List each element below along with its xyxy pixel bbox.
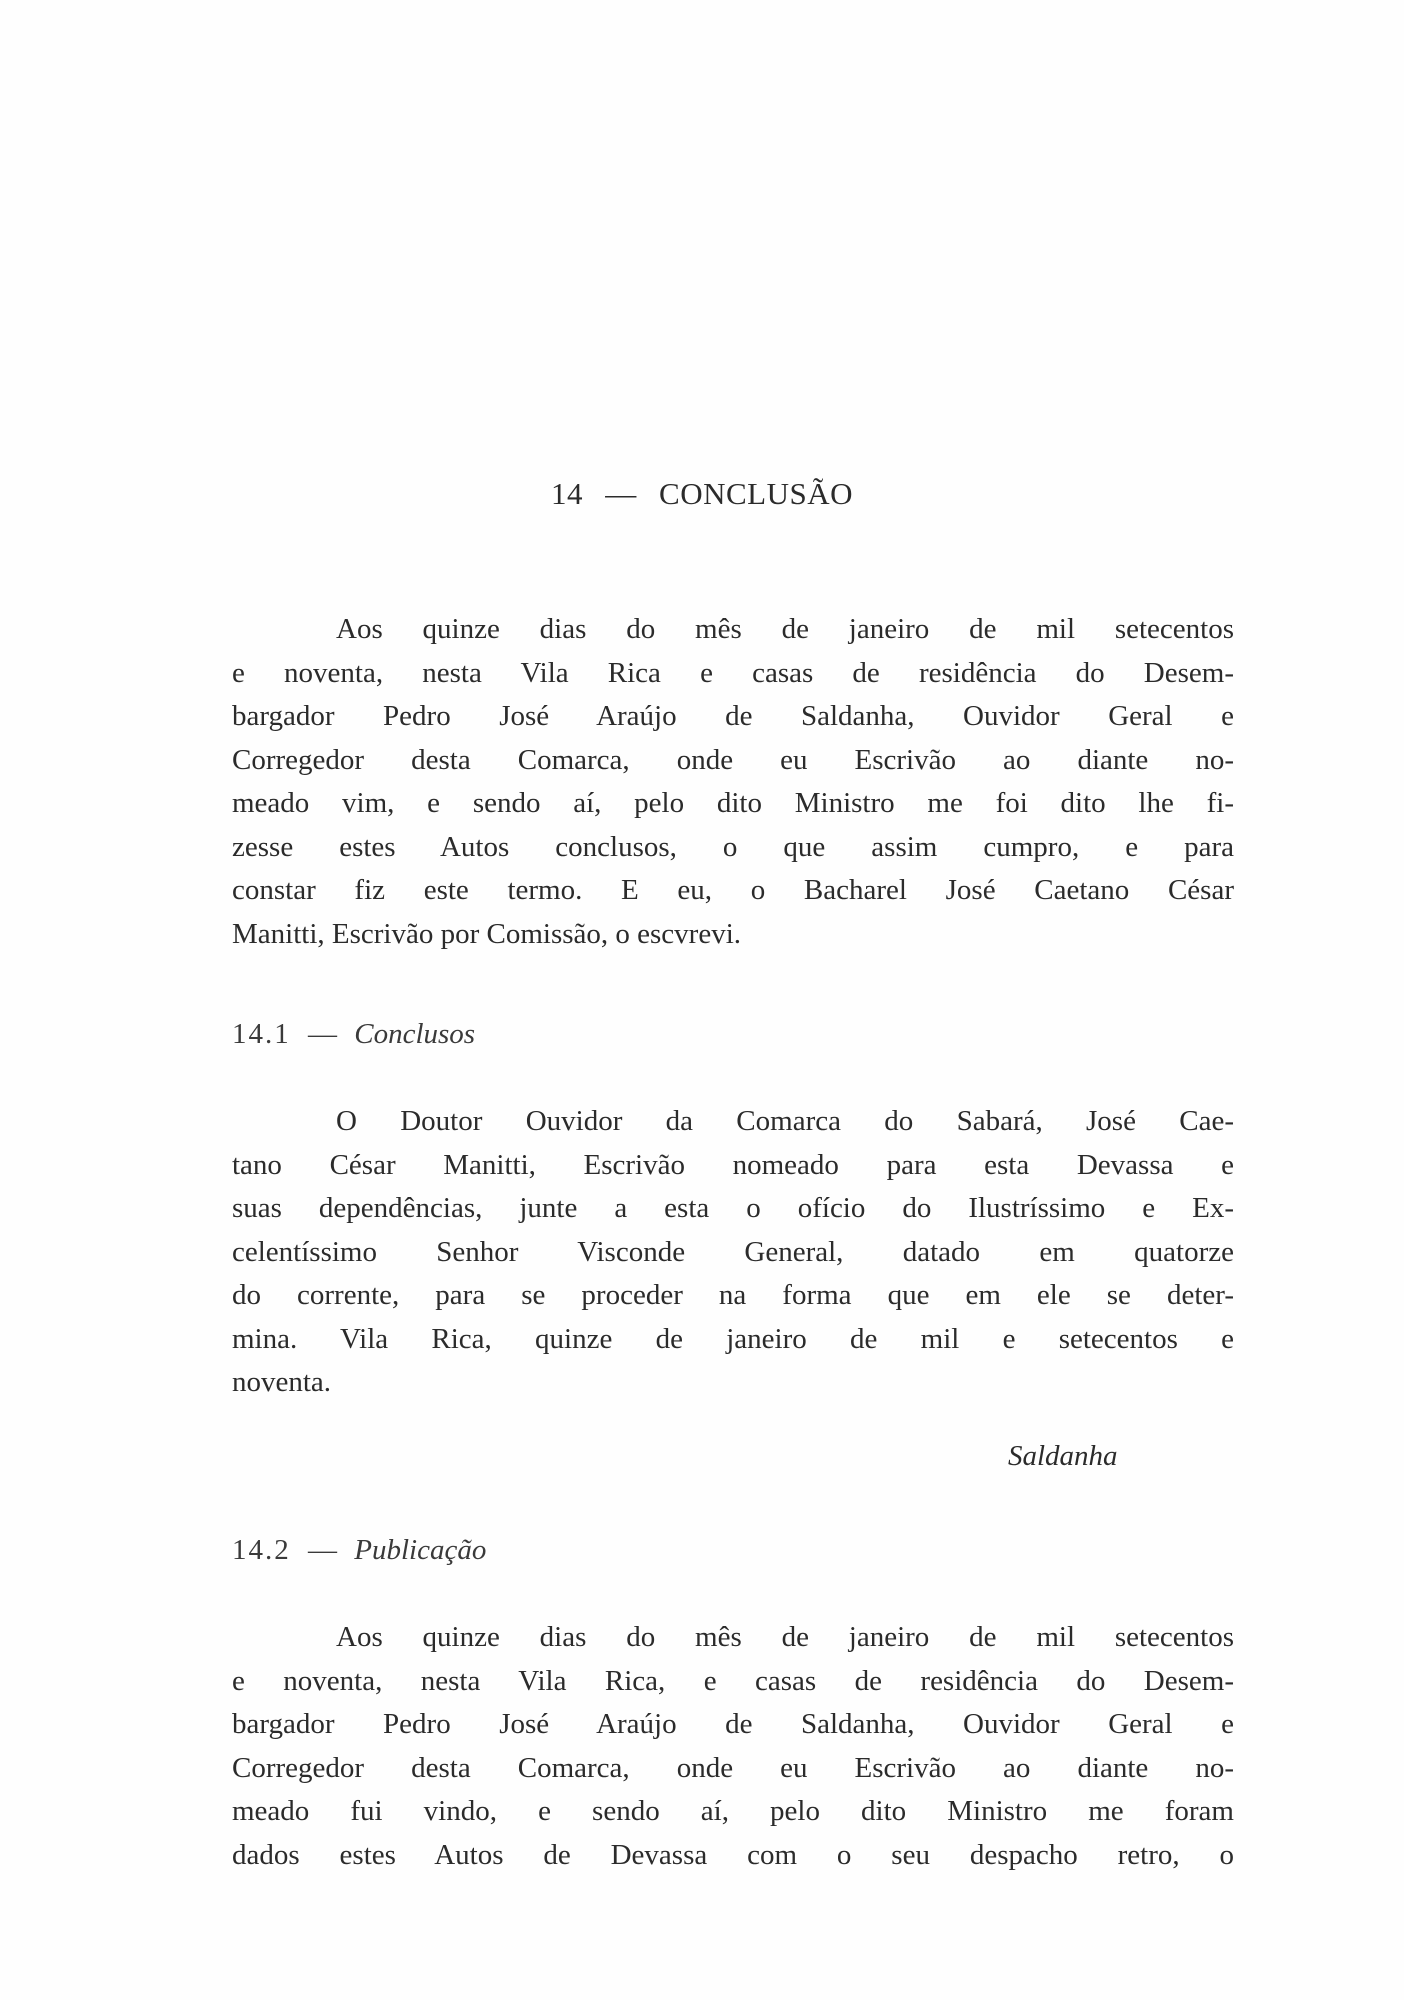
paragraph-line: dados estes Autos de Devassa com o seu despacho retro, o bbox=[232, 1838, 1234, 1871]
paragraph-line: e noventa, nesta Vila Rica, e casas de residência do Desem- bbox=[232, 1664, 1234, 1697]
signature-saldanha: Saldanha bbox=[1008, 1440, 1118, 1472]
chapter-title bbox=[0, 476, 1404, 512]
chapter-dash: — bbox=[605, 476, 637, 511]
section-dash: — bbox=[308, 1534, 337, 1566]
paragraph-line: bargador Pedro José Araújo de Saldanha, Ouvidor Geral e bbox=[232, 1708, 1234, 1740]
paragraph-line: meado fui vindo, e sendo aí, pelo dito Ministro me foram bbox=[232, 1795, 1234, 1827]
paragraph-publicacao bbox=[232, 1616, 1234, 1877]
chapter-title-text: CONCLUSÃO bbox=[659, 476, 853, 511]
section-heading-publicacao bbox=[232, 1534, 486, 1567]
chapter-number: 14 bbox=[551, 476, 584, 511]
paragraph-line: meado vim, e sendo aí, pelo dito Ministro me foi dito lhe fi- bbox=[232, 787, 1234, 819]
paragraph-line: mina. Vila Rica, quinze de janeiro de mil e setecentos e bbox=[232, 1322, 1234, 1355]
section-number: 14.1 bbox=[232, 1018, 291, 1050]
paragraph-line: Manitti, Escrivão por Comissão, o escvrevi. bbox=[232, 917, 742, 950]
paragraph-line: Corregedor desta Comarca, onde eu Escrivão ao diante no- bbox=[232, 743, 1234, 776]
paragraph-line: bargador Pedro José Araújo de Saldanha, Ouvidor Geral e bbox=[232, 700, 1234, 732]
paragraph-line: celentíssimo Senhor Visconde General, datado em quatorze bbox=[232, 1235, 1234, 1268]
paragraph-line: noventa. bbox=[232, 1366, 332, 1398]
paragraph-line: Aos quinze dias do mês de janeiro de mil setecentos bbox=[336, 613, 1234, 645]
section-number: 14.2 bbox=[232, 1534, 291, 1566]
section-dash: — bbox=[308, 1018, 337, 1050]
section-heading-conclusos bbox=[232, 1018, 475, 1051]
paragraph-line: Aos quinze dias do mês de janeiro de mil setecentos bbox=[336, 1621, 1234, 1653]
paragraph-line: e noventa, nesta Vila Rica e casas de residência do Desem- bbox=[232, 656, 1234, 689]
paragraph-line: do corrente, para se proceder na forma que em ele se deter- bbox=[232, 1279, 1234, 1311]
section-title: Conclusos bbox=[354, 1018, 476, 1050]
section-title: Publicação bbox=[354, 1534, 487, 1566]
paragraph-conclusos bbox=[232, 1100, 1234, 1405]
paragraph-conclusao bbox=[232, 608, 1234, 956]
paragraph-line: suas dependências, junte a esta o ofício do Ilustríssimo e Ex- bbox=[232, 1192, 1234, 1224]
paragraph-line: zesse estes Autos conclusos, o que assim cumpro, e para bbox=[232, 830, 1234, 863]
paragraph-line: constar fiz este termo. E eu, o Bacharel José Caetano César bbox=[232, 874, 1234, 906]
paragraph-line: Corregedor desta Comarca, onde eu Escrivão ao diante no- bbox=[232, 1751, 1234, 1784]
paragraph-line: O Doutor Ouvidor da Comarca do Sabará, José Cae- bbox=[336, 1105, 1234, 1137]
paragraph-line: tano César Manitti, Escrivão nomeado para esta Devassa e bbox=[232, 1148, 1234, 1181]
